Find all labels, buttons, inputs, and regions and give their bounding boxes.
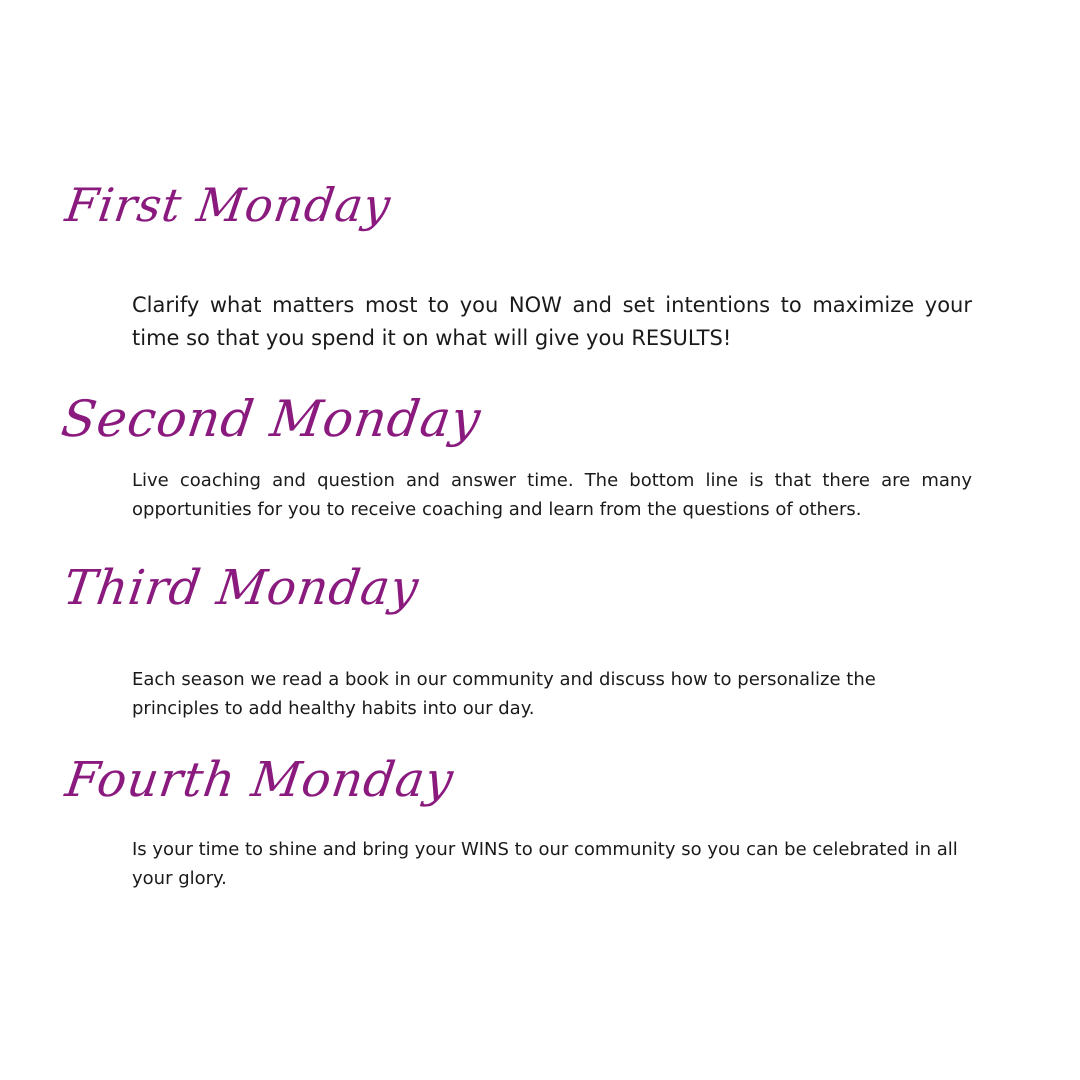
first-monday-description: Clarify what matters most to you NOW and set intentions to maximize your time so that you spend it on what will give you RESULTS! [132,293,972,350]
first-monday-heading: First Monday [62,178,395,232]
fourth-monday-description: Is your time to shine and bring your WINS to our community so you can be celebrated in all your glory. [132,839,958,889]
second-monday-heading: Second Monday [57,390,485,448]
second-monday-description: Live coaching and question and answer time. The bottom line is that there are many opportunities for you to receive coaching and learn from the questions of others. [132,470,972,520]
fourth-monday-heading: Fourth Monday [62,752,458,808]
third-monday-heading: Third Monday [60,560,423,616]
third-monday-description: Each season we read a book in our community and discuss how to personalize the principles to add healthy habits into our day. [132,669,876,719]
